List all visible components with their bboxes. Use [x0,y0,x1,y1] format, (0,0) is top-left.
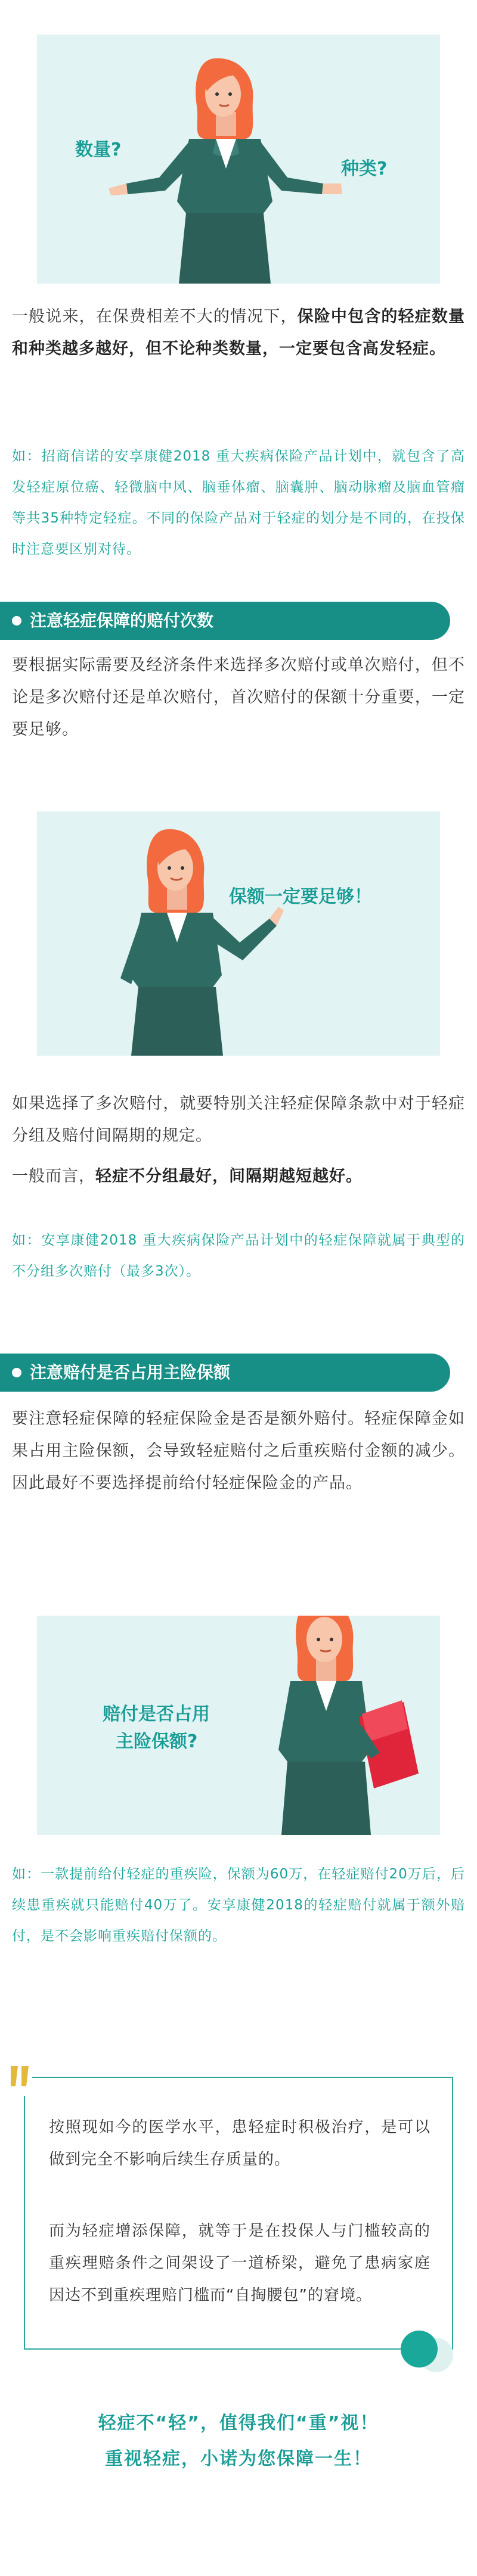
example-note-1: 如：招商信诺的安享康健2018 重大疾病保险产品计划中，就包含了高发轻症原位癌、轻微脑中风、脑垂体瘤、脑囊肿、脑动脉瘤及脑血管瘤等共35种特定轻症。不同的保险产品对于轻症的划分是不同的，在投保时注意要区别对待。 [12,449,465,557]
closing-line-1: 轻症不“轻”，值得我们“重”视！ [98,2413,379,2434]
bubble-quantity: 数量? [75,139,122,160]
heading-dot-icon [12,1368,21,1377]
example-note-2: 如：安享康健2018 重大疾病保险产品计划中的轻症保障就属于典型的不分组多次赔付（最多3次）。 [12,1233,465,1279]
quote-mark-graphic [8,2062,32,2096]
quote-paragraph-1: 按照现如今的医学水平，患轻症时积极治疗，是可以做到完全不影响后续生存质量的。 [49,2118,430,2169]
decorative-circle-teal [401,2331,438,2367]
intro-bold-text: 保险中包含的轻症数量和种类越多越好，但不论种类数量，一定要包含高发轻症。 [12,307,466,358]
payout-times-paragraph: 要根据实际需要及经济条件来选择多次赔付或单次赔付，但不论是多次赔付还是单次赔付，首次赔付的保额十分重要，一定要足够。 [12,656,465,739]
illustration-woman-pointing [37,811,440,1056]
illustration-woman-shrugging [37,35,440,284]
bubble-coverage-enough: 保额一定要足够！ [229,886,372,907]
example-note-3: 如：一款提前给付轻症的重疾险，保额为60万，在轻症赔付20万后，后续患重疾就只能赔付40万了。安享康健2018的轻症赔付就属于额外赔付，是不会影响重疾赔付保额的。 [12,1866,465,1944]
woman-with-folder-figure [37,1616,440,1835]
closing-line-2: 重视轻症，小诺为您保障一生！ [105,2449,372,2469]
illustration-woman-with-folder [37,1616,440,1835]
grouping-advice-plain: 一般而言， [12,1167,95,1186]
bubble-occupy-line1: 赔付是否占用 [103,1704,210,1725]
heading-dot-icon [12,616,21,626]
heading-title: 注意轻症保障的赔付次数 [30,611,214,630]
heading-title: 注意赔付是否占用主险保额 [30,1362,231,1382]
intro-paragraph [12,301,465,365]
intro-plain-text: 一般说来，在保费相差不大的情况下， [12,307,298,326]
bubble-occupy-line2: 主险保额? [116,1731,198,1752]
grouping-paragraph: 如果选择了多次赔付，就要特别关注轻症保障条款中对于轻症分组及赔付间隔期的规定。 [12,1094,465,1145]
grouping-advice-paragraph [12,1161,465,1193]
main-coverage-paragraph: 要注意轻症保障的轻症保险金是否是额外赔付。轻症保障金如果占用主险保额，会导致轻症赔付之后重疾赔付金额的减少。因此最好不要选择提前给付轻症保险金的产品。 [12,1410,465,1492]
grouping-advice-bold: 轻症不分组最好，间隔期越短越好。 [95,1167,363,1186]
section-heading-payout-times [0,602,450,640]
bubble-type: 种类? [341,158,388,179]
woman-pointing-figure [37,811,440,1056]
quote-paragraph-2: 而为轻症增添保障，就等于是在投保人与门槛较高的重疾理赔条件之间架设了一道桥梁，避免了患病家庭因达不到重疾理赔门槛而“自掏腰包”的窘境。 [49,2222,430,2304]
section-heading-main-coverage [0,1354,450,1392]
quote-mark-icon [8,2062,32,2096]
